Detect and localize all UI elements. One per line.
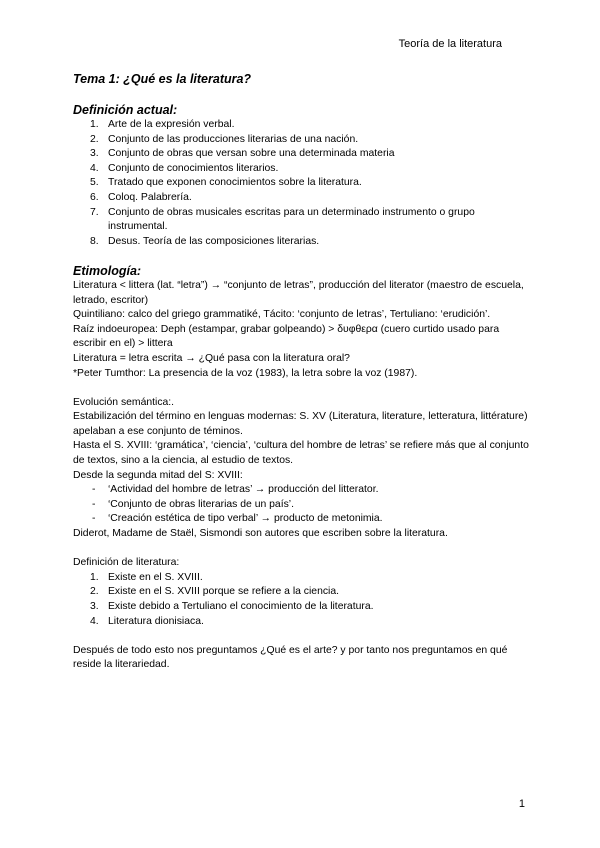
bullet-text: ‘Conjunto de obras literarias de un país’. <box>108 498 294 510</box>
list-item <box>73 235 533 250</box>
list-item-text: Existe debido a Tertuliano el conocimiento de la literatura. <box>108 601 374 612</box>
list-number: 6. <box>90 191 99 203</box>
bullet-dash: - <box>92 484 96 496</box>
section-heading-definicion: Definición actual: <box>73 103 178 117</box>
list-item-text: Desus. Teoría de las composiciones literarias. <box>108 235 320 247</box>
evolution-paragraph: Diderot, Madame de Staël, Sismondi son autores que escriben sobre la literatura. <box>73 528 448 540</box>
section-heading-etimologia: Etimología: <box>73 263 142 278</box>
list-item <box>73 600 533 615</box>
bullet-dash: - <box>92 513 96 525</box>
definition-intro: Definición de literatura: <box>73 557 180 569</box>
etymology-paragraph: *Peter Tumthor: La presencia de la voz (1983), la letra sobre la voz (1987). <box>73 367 418 379</box>
evolution-paragraph: Hasta el S. XVIII: ‘gramática’, ‘ciencia’, ‘cultura del hombre de letras’ se refiere más que al conjunto de textos, sino a la ciencia, al estudio de textos. <box>73 440 529 467</box>
list-item <box>73 162 533 177</box>
literature-definition-list <box>73 571 533 629</box>
list-item <box>73 147 533 162</box>
list-number: 3. <box>90 601 99 612</box>
bullet-text: ‘Actividad del hombre de letras’ → producción del litterator. <box>108 484 379 496</box>
list-item <box>73 206 533 235</box>
definition-list <box>73 118 533 249</box>
list-item-text: Existe en el S. XVIII porque se refiere a la ciencia. <box>108 586 340 598</box>
list-item <box>73 571 533 586</box>
list-item <box>73 615 533 630</box>
document-body <box>73 72 533 673</box>
etymology-paragraph: Literatura < littera (lat. “letra”) → “conjunto de letras”, producción del literator (maestro de escuela, letrado, escritor) <box>73 279 524 306</box>
bullet-item <box>73 483 533 498</box>
bullet-item <box>73 512 533 527</box>
list-number: 1. <box>90 571 99 583</box>
list-item-text: Arte de la expresión verbal. <box>108 119 235 130</box>
evolution-paragraph: Desde la segunda mitad del S: XVIII: <box>73 469 243 481</box>
list-item <box>73 118 533 133</box>
spacer <box>73 381 533 396</box>
spacer <box>73 249 533 264</box>
page-number: 1 <box>518 798 525 810</box>
bullet-dash: - <box>92 498 96 510</box>
etymology-paragraph: Literatura = letra escrita → ¿Qué pasa con la literatura oral? <box>73 352 350 364</box>
list-number: 2. <box>90 133 99 145</box>
list-number: 8. <box>90 235 99 247</box>
running-header: Teoría de la literatura <box>398 38 502 50</box>
evolution-paragraph: Evolución semántica:. <box>73 396 175 408</box>
list-number: 3. <box>90 148 99 160</box>
spacer <box>73 542 533 557</box>
closing-paragraph: Después de todo esto nos preguntamos ¿Qué es el arte? y por tanto nos preguntamos en qué reside la literariedad. <box>73 644 508 671</box>
list-item-text: Conjunto de obras que versan sobre una determinada materia <box>108 148 395 160</box>
list-item <box>73 176 533 191</box>
list-item-text: Conjunto de obras musicales escritas para un determinado instrumento o grupo instrumental. <box>108 206 475 233</box>
list-number: 2. <box>90 586 99 598</box>
list-number: 1. <box>90 119 99 130</box>
spacer <box>73 629 533 644</box>
document-title: Tema 1: ¿Qué es la literatura? <box>73 72 252 86</box>
evolution-bullet-list <box>73 483 533 527</box>
list-number: 7. <box>90 206 99 218</box>
list-item <box>73 133 533 148</box>
list-number: 5. <box>90 177 99 189</box>
list-number: 4. <box>90 615 99 627</box>
list-item-text: Coloq. Palabrería. <box>108 191 192 203</box>
list-item-text: Existe en el S. XVIII. <box>108 571 203 583</box>
etymology-paragraph: Raíz indoeuropea: Deph (estampar, grabar golpeando) > δυφθερα (cuero curtido usado para escribir en el) > littera <box>73 323 500 350</box>
bullet-item <box>73 498 533 513</box>
list-number: 4. <box>90 162 99 174</box>
etymology-paragraph: Quintiliano: calco del griego grammatiké, Tácito: ‘conjunto de letras’, Tertuliano: ‘erudición’. <box>73 309 491 321</box>
list-item <box>73 191 533 206</box>
list-item-text: Literatura dionisiaca. <box>108 615 204 627</box>
evolution-paragraph: Estabilización del término en lenguas modernas: S. XV (Literatura, literature, letteratura, littérature) apelaban a ese conjunto de téminos. <box>73 411 528 437</box>
list-item-text: Conjunto de las producciones literarias de una nación. <box>108 133 359 145</box>
list-item-text: Conjunto de conocimientos literarios. <box>108 162 279 174</box>
bullet-text: ‘Creación estética de tipo verbal’ → producto de metonimia. <box>108 513 383 525</box>
list-item-text: Tratado que exponen conocimientos sobre la literatura. <box>108 177 362 189</box>
list-item <box>73 585 533 600</box>
